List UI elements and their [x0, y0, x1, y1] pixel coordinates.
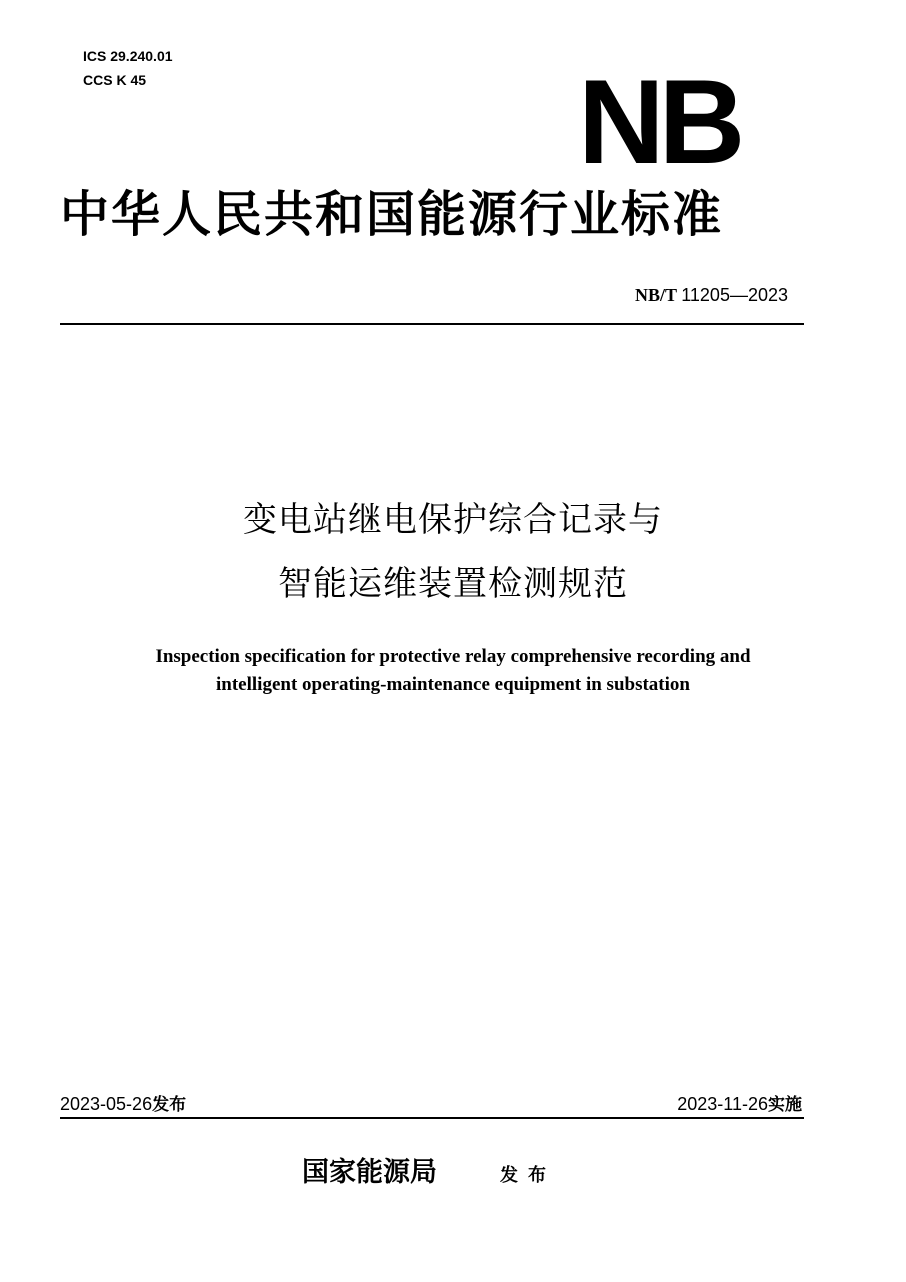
- nb-logo: NB: [578, 55, 740, 189]
- standard-prefix: NB/T: [635, 285, 677, 305]
- implement-label: 实施: [768, 1095, 802, 1115]
- top-divider: [60, 323, 804, 325]
- english-title-line-2: intelligent operating-maintenance equipment in substation: [216, 674, 690, 695]
- ccs-code: CCS K 45: [83, 72, 147, 88]
- english-title-line-1: Inspection specification for protective relay comprehensive recording and: [155, 646, 751, 667]
- implement-date: [677, 1093, 802, 1116]
- chinese-title-line-2: 智能运维装置检测规范: [278, 564, 628, 604]
- ics-code: ICS 29.240.01: [83, 48, 173, 64]
- issuer-name: 国家能源局: [302, 1157, 437, 1188]
- implement-date-value: 2023-11-26: [677, 1094, 768, 1114]
- standard-number-value: 11205—2023: [681, 285, 788, 305]
- standard-number: [635, 285, 788, 305]
- chinese-title-line-1: 变电站继电保护综合记录与: [243, 500, 663, 540]
- bottom-divider: [60, 1117, 804, 1119]
- publish-label: 发布: [152, 1095, 187, 1115]
- publish-date-value: 2023-05-26: [60, 1094, 153, 1114]
- issuer-action: 发布: [500, 1165, 556, 1186]
- publish-date: [60, 1093, 186, 1116]
- standard-type-heading: 中华人民共和国能源行业标准: [60, 185, 724, 243]
